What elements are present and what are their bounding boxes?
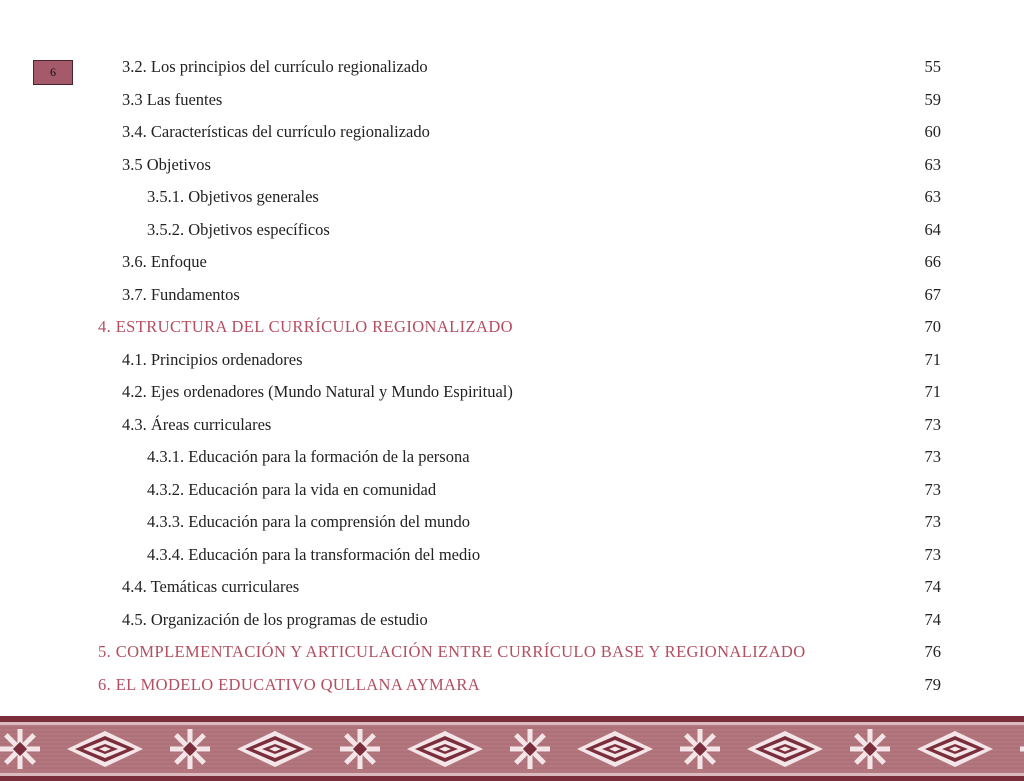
toc-entry-title: 3.6. Enfoque [122, 252, 207, 271]
toc-entry-page: 64 [924, 219, 941, 239]
toc-entry-page: 73 [924, 447, 941, 466]
toc-entry-title: 4.5. Organización de los programas de estudio [122, 609, 428, 629]
star-petal [535, 747, 550, 752]
toc-chapter-entry [0, 670, 1024, 700]
star-petal [528, 754, 533, 769]
toc-entry-title: 4.4. Temáticas curriculares [122, 577, 300, 596]
toc-entry-title: 5. COMPLEMENTACIÓN Y ARTICULACIÓN ENTRE CURRÍCULO BASE Y REGIONALIZADO [98, 642, 806, 661]
diamond-motif [747, 731, 823, 767]
star-petal [192, 751, 206, 765]
toc-entry [0, 280, 1024, 310]
diamond-motif [237, 731, 313, 767]
star-petal [4, 751, 18, 765]
star-petal [358, 754, 363, 769]
star-petal [872, 751, 886, 765]
star-petal [705, 747, 720, 752]
star-petal [195, 747, 210, 752]
star-petal [875, 747, 890, 752]
band-bottom-stripe [0, 776, 1024, 781]
star-petal [18, 754, 23, 769]
star-motif [850, 729, 890, 769]
toc-entry-page: 73 [924, 512, 941, 531]
star-petal [358, 729, 363, 744]
toc-entry-page: 67 [924, 284, 941, 304]
toc-entry-page: 74 [924, 609, 941, 629]
star-petal [854, 751, 868, 765]
star-petal [344, 751, 358, 765]
toc-entry [0, 247, 1024, 277]
toc-entry [0, 150, 1024, 180]
toc-entry [0, 605, 1024, 635]
toc-entry-title: 3.3 Las fuentes [122, 89, 223, 109]
toc-entry-page: 60 [924, 122, 941, 141]
toc-entry [0, 507, 1024, 537]
textile-pattern [0, 716, 1024, 781]
star-petal [170, 747, 185, 752]
star-petal [702, 751, 716, 765]
toc-entry-title: 6. EL MODELO EDUCATIVO QULLANA AYMARA [98, 674, 481, 694]
toc-entry-title: 3.5.2. Objetivos específicos [147, 219, 330, 239]
toc-chapter-entry [0, 312, 1024, 342]
diamond-motif [577, 731, 653, 767]
toc-entry [0, 215, 1024, 245]
star-petal [698, 754, 703, 769]
toc-entry [0, 85, 1024, 115]
star-petal [188, 729, 193, 744]
toc-entry [0, 442, 1024, 472]
star-motif [170, 729, 210, 769]
toc-entry-title: 3.7. Fundamentos [122, 284, 240, 304]
toc-entry [0, 540, 1024, 570]
band-top-stripe [0, 716, 1024, 722]
star-petal [1020, 747, 1024, 752]
star-motif [510, 729, 550, 769]
star-petal [25, 747, 40, 752]
star-petal [868, 729, 873, 744]
toc-entry-title: 4.3.4. Educación para la transformación del medio [147, 544, 481, 564]
toc-entry-title: 3.5 Objetivos [122, 154, 211, 174]
toc-entry-title: 4.3.3. Educación para la comprensión del mundo [147, 512, 471, 531]
star-petal [680, 747, 695, 752]
diamond-motif [917, 731, 993, 767]
toc-entry-title: 3.2. Los principios del currículo regionalizado [122, 57, 428, 76]
star-motif [0, 729, 40, 769]
diamond-motif [407, 731, 483, 767]
toc-entry-title: 3.5.1. Objetivos generales [147, 187, 319, 206]
page-number: 6 [50, 65, 56, 79]
star-petal [18, 729, 23, 744]
star-motif [1020, 729, 1024, 769]
toc-entry-title: 3.4. Características del currículo regionalizado [122, 122, 430, 141]
toc-entry-page: 59 [924, 89, 941, 109]
toc-entry [0, 475, 1024, 505]
toc-entry [0, 182, 1024, 212]
toc-entry-title: 4.2. Ejes ordenadores (Mundo Natural y Mundo Espiritual) [122, 382, 513, 401]
toc-entry-page: 66 [924, 252, 941, 271]
toc-entry [0, 345, 1024, 375]
toc-entry-page: 76 [924, 642, 941, 661]
toc-entry [0, 377, 1024, 407]
toc-entry-title: 4.3.1. Educación para la formación de la persona [147, 447, 470, 466]
toc-entry [0, 410, 1024, 440]
toc-entry [0, 52, 1024, 82]
toc-entry-page: 70 [924, 317, 941, 336]
star-petal [365, 747, 380, 752]
toc-entry-title: 4.3. Áreas curriculares [122, 414, 272, 434]
star-petal [868, 754, 873, 769]
toc-entry-page: 71 [924, 382, 941, 401]
toc-entry-page: 55 [924, 57, 941, 76]
band-bottom-thin-stripe [0, 773, 1024, 776]
woven-textile-band [0, 716, 1024, 781]
star-petal [850, 747, 865, 752]
toc-entry-page: 63 [924, 187, 941, 206]
toc-entry-page: 79 [924, 674, 941, 694]
toc-entry-title: 4.1. Principios ordenadores [122, 349, 303, 369]
toc-chapter-entry [0, 637, 1024, 667]
toc-entry-title: 4.3.2. Educación para la vida en comunidad [147, 479, 437, 499]
toc-entry-page: 73 [924, 414, 941, 434]
star-motif [680, 729, 720, 769]
star-petal [0, 747, 15, 752]
star-petal [684, 751, 698, 765]
band-top-thin-stripe [0, 722, 1024, 725]
star-petal [528, 729, 533, 744]
star-petal [340, 747, 355, 752]
toc-entry-page: 73 [924, 479, 941, 499]
star-petal [532, 751, 546, 765]
star-petal [514, 751, 528, 765]
star-petal [174, 751, 188, 765]
toc-entry-page: 73 [924, 544, 941, 564]
star-motif [340, 729, 380, 769]
diamond-motif [67, 731, 143, 767]
star-petal [510, 747, 525, 752]
toc-entry-page: 74 [924, 577, 941, 596]
toc-entry [0, 117, 1024, 147]
toc-entry-title: 4. ESTRUCTURA DEL CURRÍCULO REGIONALIZADO [98, 317, 513, 336]
star-petal [188, 754, 193, 769]
toc-entry-page: 63 [924, 154, 941, 174]
toc-entry [0, 572, 1024, 602]
toc-entry-page: 71 [924, 349, 941, 369]
star-petal [698, 729, 703, 744]
star-petal [22, 751, 36, 765]
star-petal [362, 751, 376, 765]
